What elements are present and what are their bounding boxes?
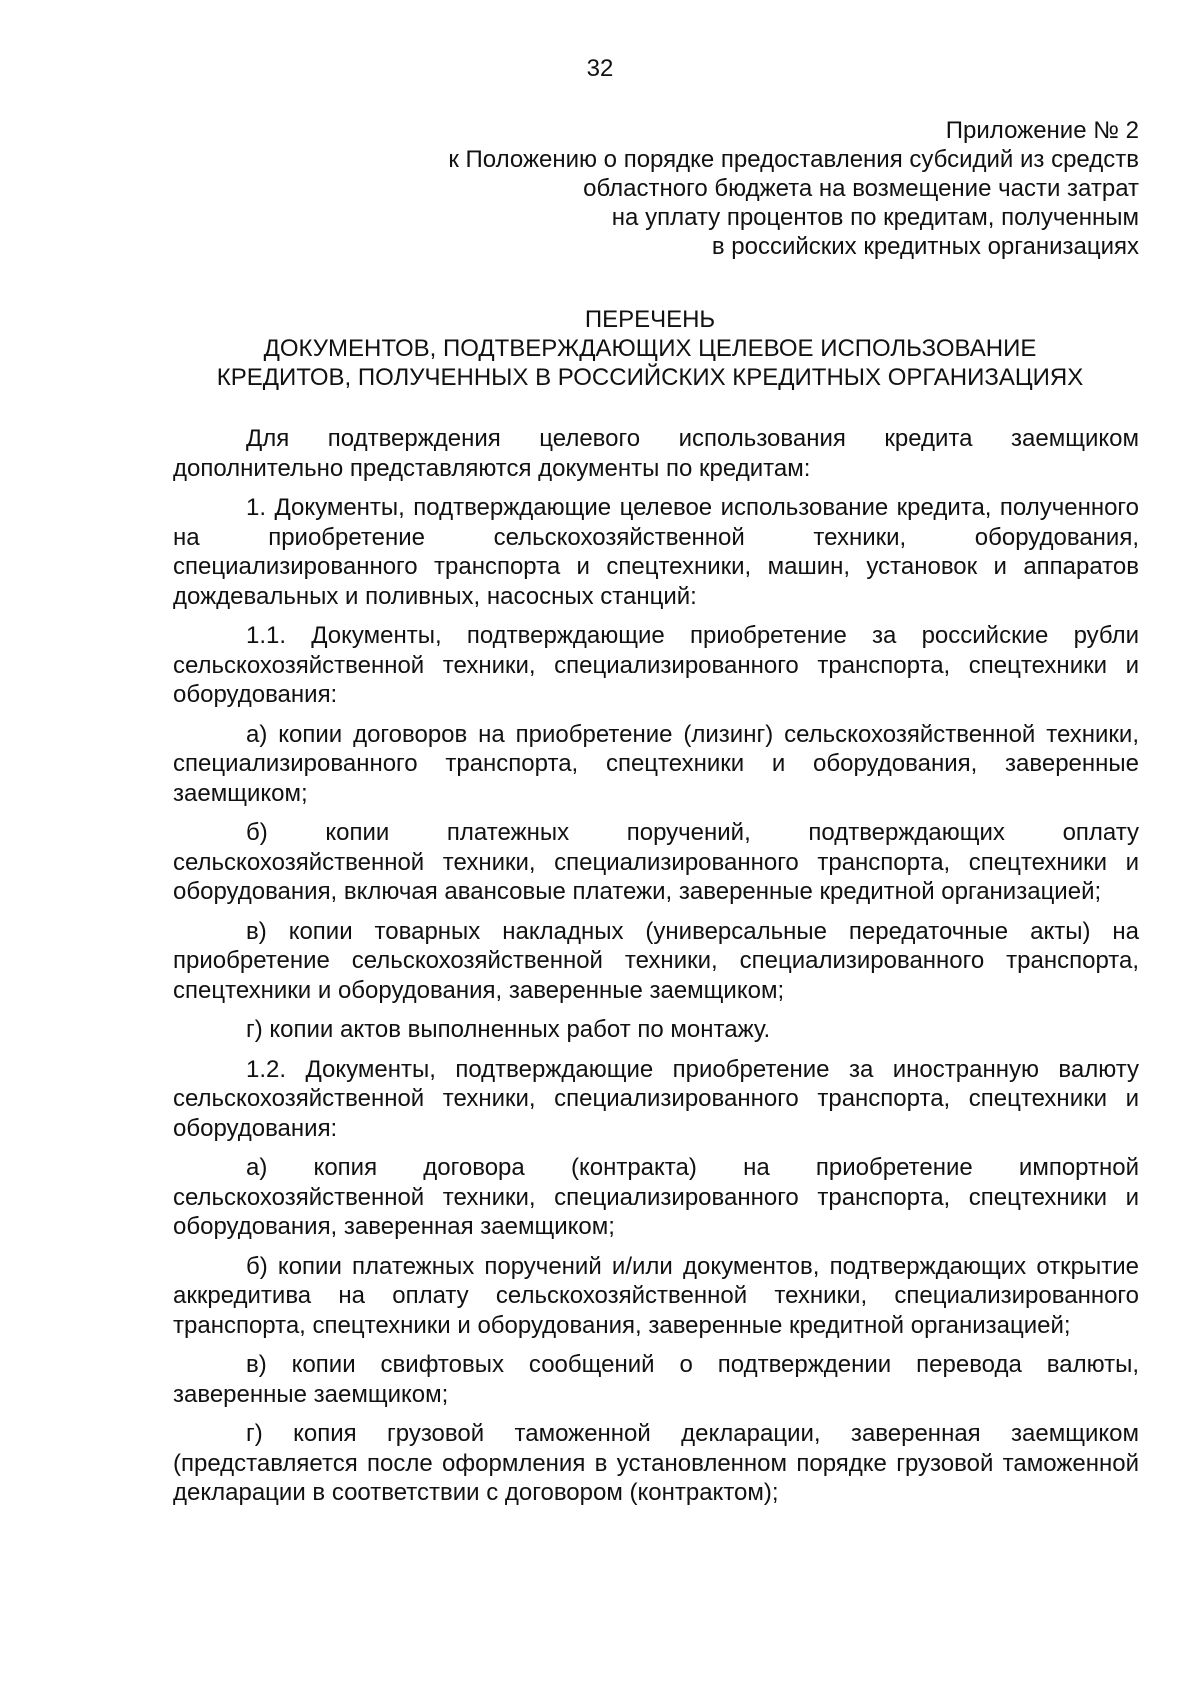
paragraph-1-2: 1.2. Документы, подтверждающие приобретение за иностранную валюту сельскохозяйственной техники, специализированного транспорта, спецтехники и оборудования: bbox=[173, 1055, 1139, 1142]
paragraph-1-1-g: г) копии актов выполненных работ по монтажу. bbox=[246, 1016, 771, 1043]
page-number: 32 bbox=[586, 55, 614, 82]
paragraph-1-2-g: г) копия грузовой таможенной декларации, заверенная заемщиком (представляется после оформления в установленном порядке грузовой таможенной декларации в соответствии с договором (контрактом); bbox=[173, 1420, 1139, 1506]
paragraph-intro: Для подтверждения целевого использования кредита заемщиком дополнительно представляются документы по кредитам: bbox=[173, 425, 1139, 482]
paragraph-1-2-a: а) копия договора (контракта) на приобретение импортной сельскохозяйственной техники, специализированного транспорта, спецтехники и оборудования, заверенная заемщиком; bbox=[173, 1154, 1139, 1240]
paragraph-1-1-a: а) копии договоров на приобретение (лизинг) сельскохозяйственной техники, специализированного транспорта, спецтехники и оборудования, заверенные заемщиком; bbox=[173, 720, 1139, 807]
paragraph-1-2-b: б) копии платежных поручений и/или документов, подтверждающих открытие аккредитива на оплату сельскохозяйственной техники, специализированного транспорта, спецтехники и оборудования, заверенные кредитной организацией; bbox=[173, 1252, 1139, 1339]
appendix-line: в российских кредитных организациях bbox=[711, 233, 1139, 260]
title-line: ПЕРЕЧЕНЬ bbox=[584, 306, 716, 333]
appendix-line: к Положению о порядке предоставления субсидий из средств bbox=[448, 146, 1139, 173]
document-title bbox=[160, 305, 1140, 392]
appendix-header bbox=[239, 116, 1139, 261]
paragraph-1-1: 1.1. Документы, подтверждающие приобретение за российские рубли сельскохозяйственной техники, специализированного транспорта, спецтехники и оборудования: bbox=[173, 622, 1139, 708]
title-line: КРЕДИТОВ, ПОЛУЧЕННЫХ В РОССИЙСКИХ КРЕДИТНЫХ ОРГАНИЗАЦИЯХ bbox=[216, 364, 1084, 391]
paragraph-1-2-v: в) копии свифтовых сообщений о подтверждении перевода валюты, заверенные заемщиком; bbox=[173, 1351, 1139, 1408]
paragraph-1: 1. Документы, подтверждающие целевое использование кредита, полученного на приобретение сельскохозяйственной техники, оборудования, специализированного транспорта и спецтехники, машин, установок и аппаратов дождевальных и поливных, насосных станций: bbox=[173, 494, 1139, 610]
document-body bbox=[173, 424, 1139, 1518]
paragraph-1-1-b: б) копии платежных поручений, подтверждающих оплату сельскохозяйственной техники, специализированного транспорта, спецтехники и оборудования, включая авансовые платежи, заверенные кредитной организацией; bbox=[173, 819, 1139, 905]
appendix-line: Приложение № 2 bbox=[945, 117, 1139, 144]
appendix-line: на уплату процентов по кредитам, полученным bbox=[611, 204, 1139, 231]
appendix-line: областного бюджета на возмещение части затрат bbox=[583, 175, 1139, 202]
title-line: ДОКУМЕНТОВ, ПОДТВЕРЖДАЮЩИХ ЦЕЛЕВОЕ ИСПОЛЬЗОВАНИЕ bbox=[263, 335, 1037, 362]
paragraph-1-1-v: в) копии товарных накладных (универсальные передаточные акты) на приобретение сельскохозяйственной техники, специализированного транспорта, спецтехники и оборудования, заверенные заемщиком; bbox=[173, 917, 1139, 1004]
